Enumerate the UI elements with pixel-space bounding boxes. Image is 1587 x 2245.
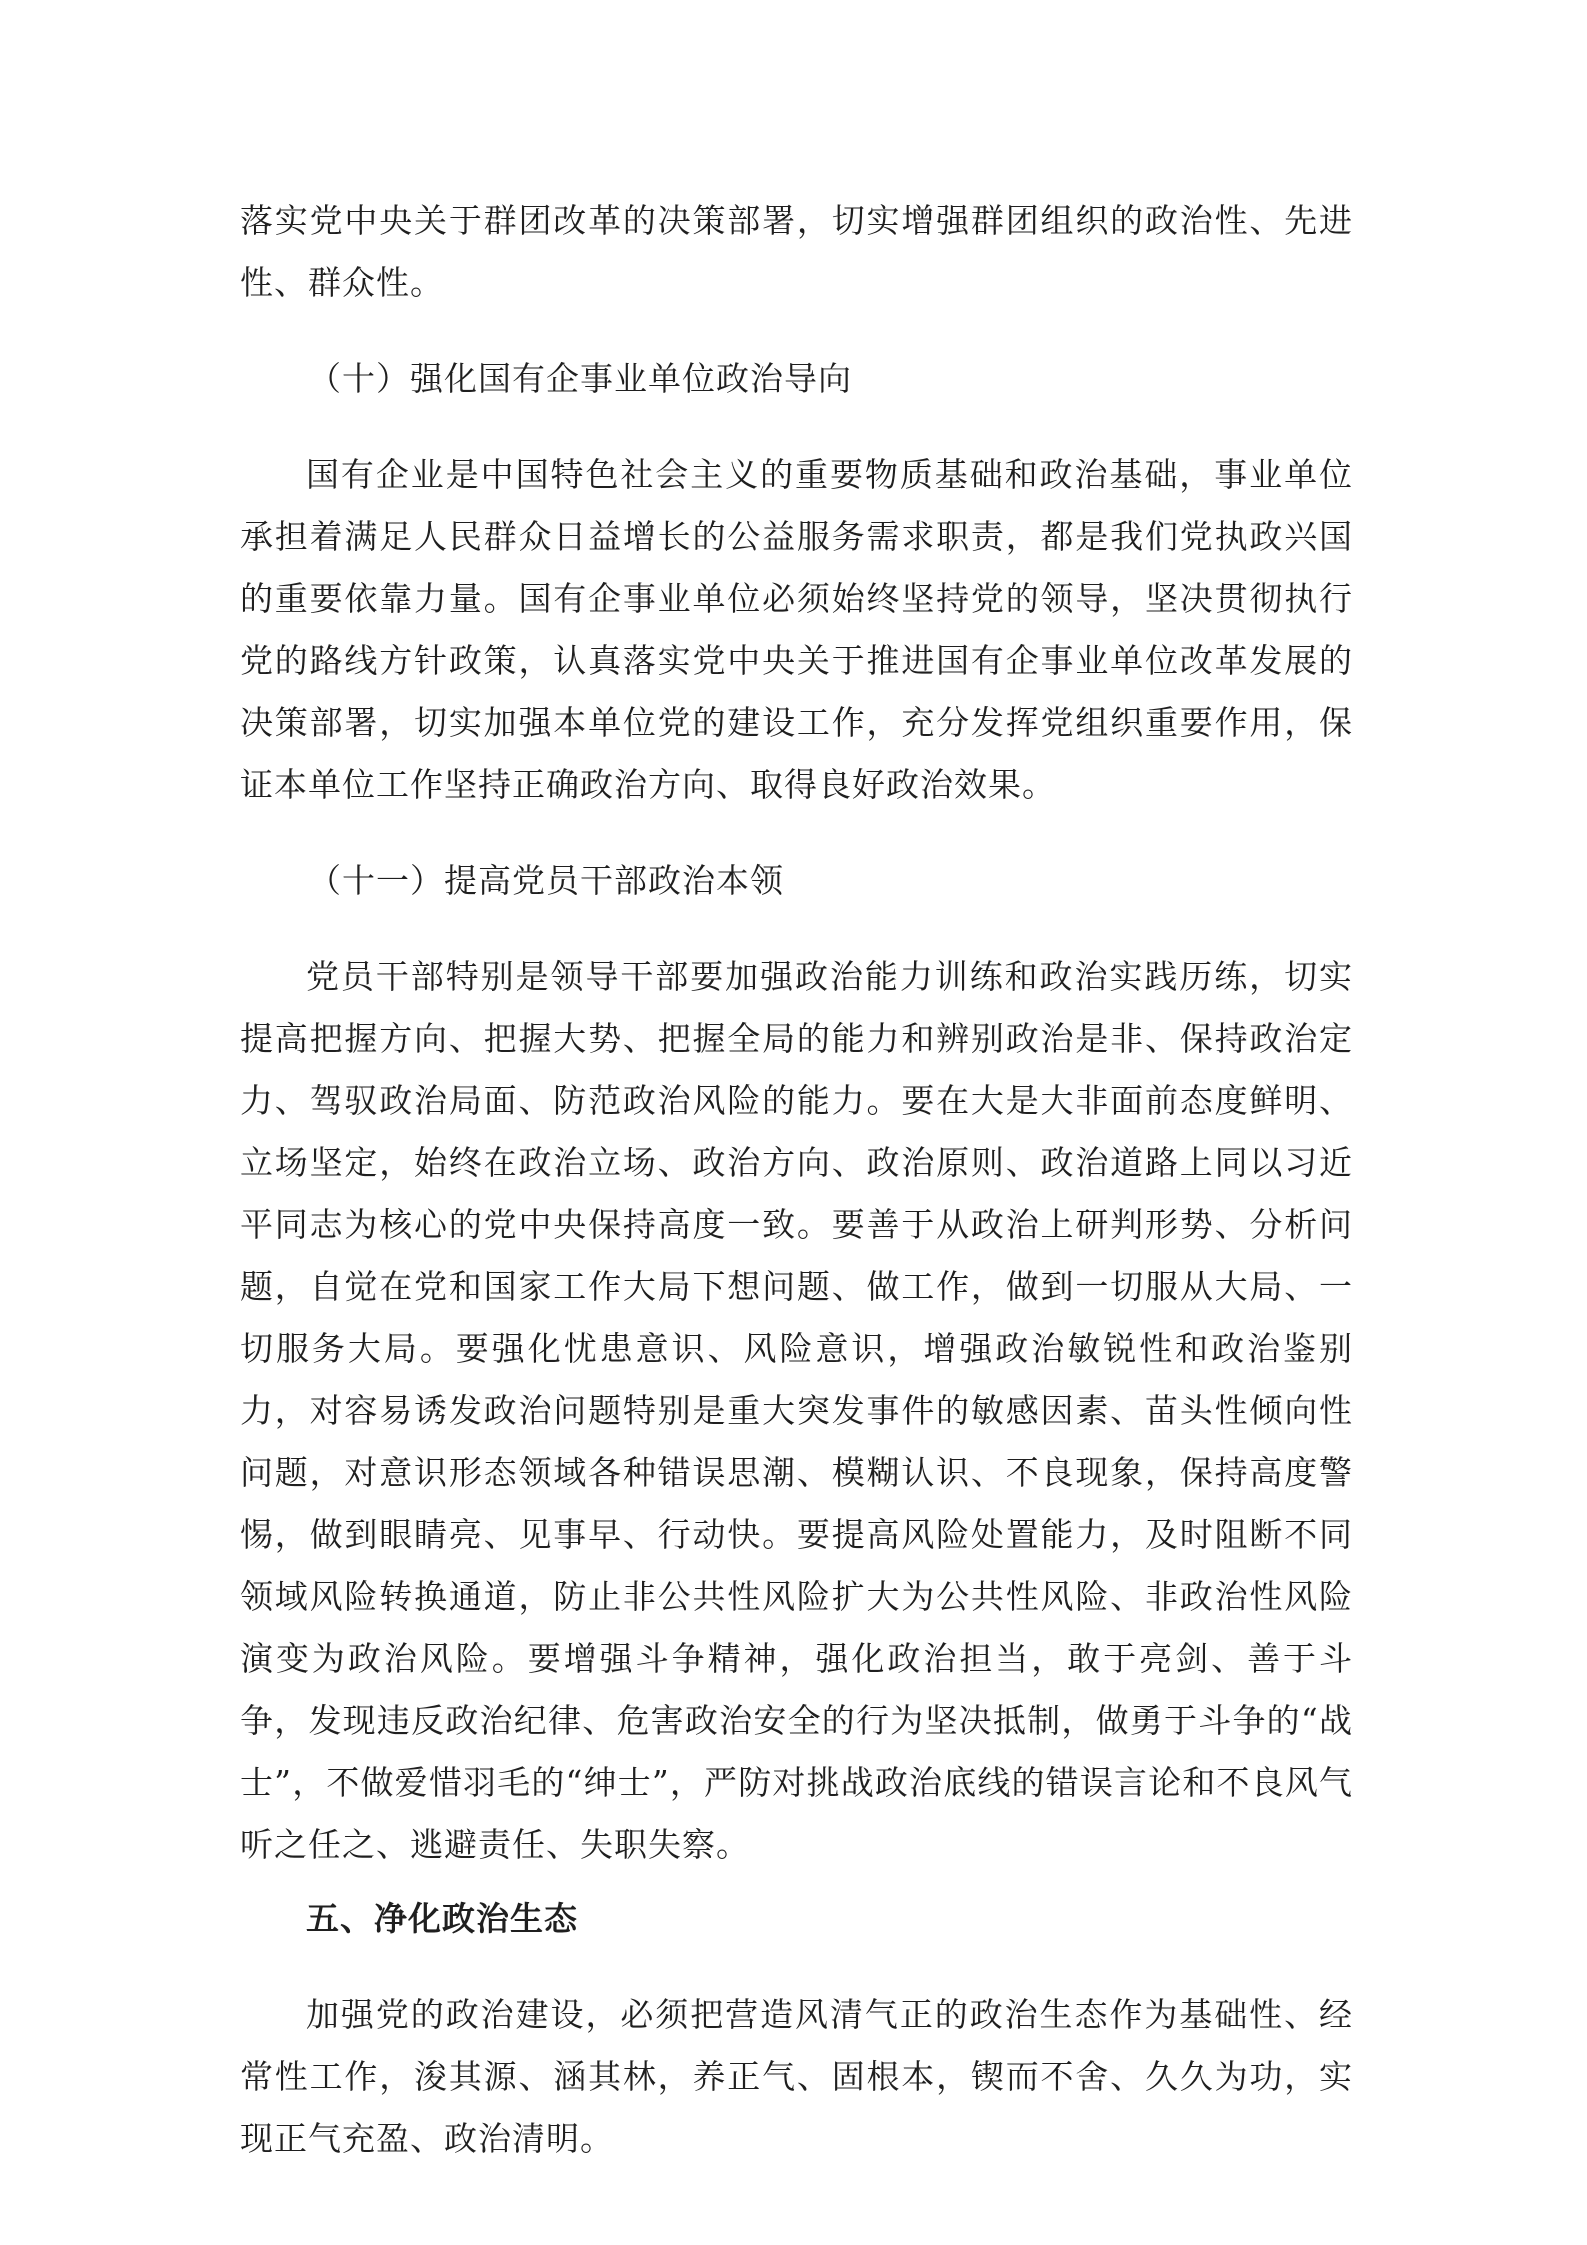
paragraph-eleven: 党员干部特别是领导干部要加强政治能力训练和政治实践历练，切实提高把握方向、把握大势、把握全局的能力和辨别政治是非、保持政治定力、驾驭政治局面、防范政治风险的能力。要在大是大非面前态度鲜明、立场坚定，始终在政治立场、政治方向、政治原则、政治道路上同以习近平同志为核心的党中央保持高度一致。要善于从政治上研判形势、分析问题，自觉在党和国家工作大局下想问题、做工作，做到一切服从大局、一切服务大局。要强化忧患意识、风险意识，增强政治敏锐性和政治鉴别力，对容易诱发政治问题特别是重大突发事件的敏感因素、苗头性倾向性问题，对意识形态领域各种错误思潮、模糊认识、不良现象，保持高度警惕，做到眼睛亮、见事早、行动快。要提高风险处置能力，及时阻断不同领域风险转换通道，防止非公共性风险扩大为公共性风险、非政治性风险演变为政治风险。要增强斗争精神，强化政治担当，敢于亮剑、善于斗争，发现违反政治纪律、危害政治安全的行为坚决抵制，做勇于斗争的“战士”，不做爱惜羽毛的“绅士”，严防对挑战政治底线的错误言论和不良风气听之任之、逃避责任、失职失察。 [240,957,1353,1864]
document-page [240,190,1353,2170]
section-heading-five: 五、净化政治生态 [306,1899,578,1938]
paragraph-five: 加强党的政治建设，必须把营造风清气正的政治生态作为基础性、经常性工作，浚其源、涵其林，养正气、固根本，锲而不舍、久久为功，实现正气充盈、政治清明。 [240,1995,1353,2158]
paragraph-ten: 国有企业是中国特色社会主义的重要物质基础和政治基础，事业单位承担着满足人民群众日益增长的公益服务需求职责，都是我们党执政兴国的重要依靠力量。国有企事业单位必须始终坚持党的领导，坚决贯彻执行党的路线方针政策，认真落实党中央关于推进国有企事业单位改革发展的决策部署，切实加强本单位党的建设工作，充分发挥党组织重要作用，保证本单位工作坚持正确政治方向、取得良好政治效果。 [240,455,1353,804]
paragraph-continued: 落实党中央关于群团改革的决策部署，切实增强群团组织的政治性、先进性、群众性。 [240,201,1353,302]
subheading-eleven: （十一）提高党员干部政治本领 [308,861,784,900]
subheading-ten: （十）强化国有企事业单位政治导向 [308,359,852,398]
